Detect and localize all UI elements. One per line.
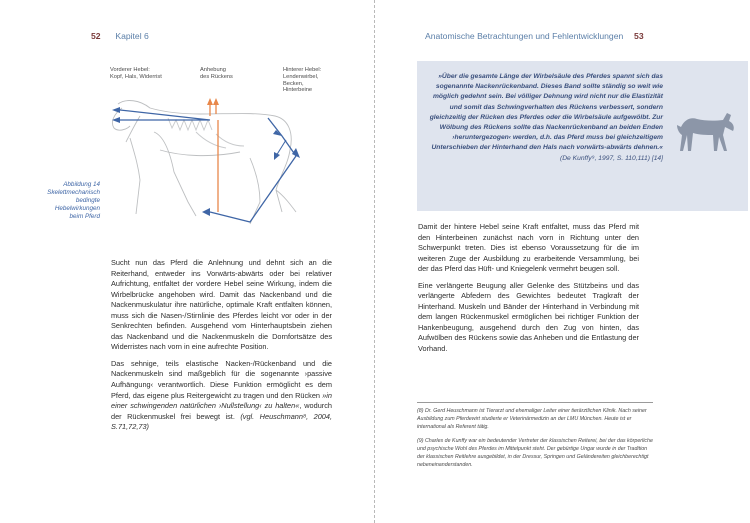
quote-box (417, 61, 748, 211)
page-gutter (374, 0, 375, 523)
horse-skeleton-figure (100, 92, 330, 242)
footnote-9: (9) Charles de Kunffy war ein bedeutender Vertreter der klassischen Reiterei, bei der das körperliche und psychische Wohl des Pferdes im Mittelpunkt steht. Der gebürtige Ungar wurde in der Tradition der klassischen Reitlehre ausgebildet, in der Dressur, Springen und Geländereiten gleichberechtigt nebeneinanderstanden. (417, 437, 653, 469)
label-front-lever: Vorderer Hebel: Kopf, Hals, Widerrist (110, 67, 162, 80)
figure-caption: Abbildung 14 Skelettmechanisch bedingte Hebelwirkungen beim Pferd (47, 181, 100, 221)
chapter-title: Kapitel 6 (115, 31, 149, 41)
left-header (91, 31, 149, 41)
quote-source: (De Kunffy⁹, 1997, S. 110,111) [14] (560, 154, 663, 162)
right-paragraph-2: Eine verlängerte Beugung aller Gelenke des Stützbeins und das verlängerte Abfedern des Gewichtes bedeutet Tragkraft der Hinterhand. Muskeln und Bänder der Hinterhand in Verbindung mit dem langen Rückenmuskel ermöglichen bei richtiger Funktion der Hankenbeugung, ausgehend durch den Zug von hinten, das Aufwölben des Rückens sowie das Anheben und die Entlastung der Vorhand. (418, 280, 639, 354)
horse-silhouette-icon (673, 105, 737, 161)
right-body-text (418, 222, 639, 361)
left-quote-inline: »in einer schwingenden natürlichen ›Nullstellung‹ zu halten« (111, 390, 332, 411)
left-paragraph-2-b: , wodurch der Rückenmuskel frei bewegt ist. (111, 401, 332, 421)
quote-text (423, 72, 663, 164)
right-paragraph-1: Damit der hintere Hebel seine Kraft entfaltet, muss das Pferd mit den Hinterbeinen zunächst nach vorn in Richtung unter den Schwerpunkt treten. Dies ist ebenso Voraussetzung für die im weiteren Zuge der Ausbildung zu erarbeitende Versammlung, bei der das Pferd das Hüft- und Kniegelenk vermehrt beugen soll. (418, 222, 639, 274)
quote-body: »Über die gesamte Länge der Wirbelsäule des Pferdes spannt sich das sogenannte Nackenrückenband. Dieses Band sollte ständig so weit wie möglich gedehnt sein. Bei völliger Dehnung wird nicht nur die Elastizität und somit das Schwingverhalten des Rückens verbessert, sondern gleichzeitig der Rücken des Pferdes oder die Wirbelsäule aufgewölbt. Zur Wölbung des Rückens sollte das Nackenrückenband an beiden Enden ›heruntergezogen‹ werden, d.h. das Pferd muss bei gleichzeitigem Unterschieben der Hinterhand den Hals nach vorwärts-abwärts dehnen.« (429, 73, 663, 152)
left-paragraph-2-a: Das sehnige, teils elastische Nacken-/Rückenband und die Nackenmuskeln sind maßgeblich für die sogenannte ›passive Aufhängung‹ verantwortlich. Diese Funktion ermöglicht es dem Pferd, das eigene plus Reitergewicht zu tragen und den Rücken (111, 358, 332, 400)
left-paragraph-1: Sucht nun das Pferd die Anlehnung und dehnt sich an die Reiterhand, entweder ins Vorwärts-abwärts oder bei relativer Aufrichtung, entfaltet der vordere Hebel seine Wirkung, indem die Wirbelbrücke angehoben wird. Damit das Nackenband und die Nackenmuskulatur ihre natürliche, optimale Kraft entfalten können, muss sich die Nasen-/Stirnlinie des Pferdes leicht vor oder in der Senkrechten befinden. Ausgehend vom Hinterhauptsbein ziehen das Nackenband und die Nackenmuskeln die Dornfortsätze des Widerristes nach vorn in eine aufrechte Position. (111, 258, 332, 352)
left-citation: (vgl. Heuschmann⁸, 2004, S.71,72,73) (111, 411, 332, 432)
right-header (425, 31, 644, 41)
left-page-number: 52 (91, 31, 101, 41)
label-back-lift: Anhebung des Rückens (200, 67, 233, 80)
right-page-number: 53 (634, 31, 644, 41)
left-page (0, 0, 372, 523)
label-hind-lever: Hinterer Hebel: Lendenwirbel, Becken, Hinterbeine (283, 67, 322, 94)
left-body-text (111, 258, 332, 439)
left-paragraph-2 (111, 359, 332, 433)
lever-arrows (112, 98, 300, 222)
footnote-8: (8) Dr. Gerd Heuschmann ist Tierarzt und ehemaliger Leiter einer tierärztlichen Klinik. Nach seiner Ausbildung zum Pferdewirt studierte er Veterinärmedizin an der LMU München. Heute ist er international als Referent tätig. (417, 408, 647, 431)
footnotes (417, 402, 653, 474)
section-title: Anatomische Betrachtungen und Fehlentwicklungen (425, 31, 624, 41)
